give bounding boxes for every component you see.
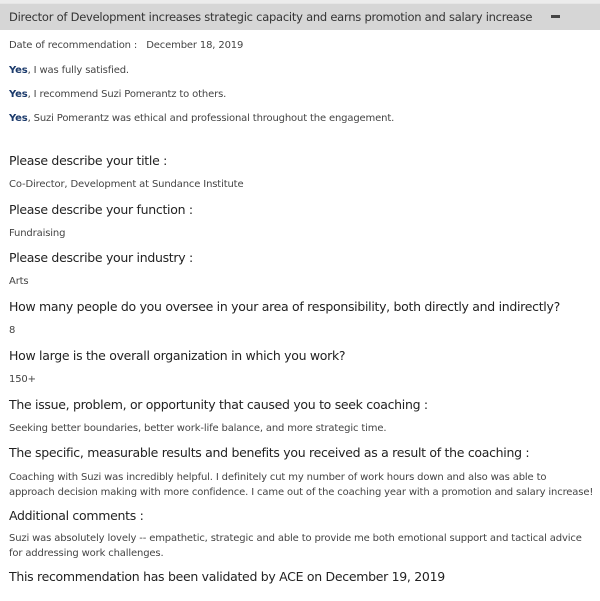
yes-label: Yes bbox=[9, 89, 28, 100]
question-title: Please describe your title : bbox=[9, 153, 168, 168]
answer-results: Coaching with Suzi was incredibly helpful. I definitely cut my number of work hours down and also was able to approach decision making with more confidence. I came out of the coaching year with a promotion and salary increase! bbox=[9, 472, 594, 498]
affirmation-text: , I was fully satisfied. bbox=[27, 65, 129, 76]
question-industry: Please describe your industry : bbox=[9, 250, 193, 265]
affirmation-text: , I recommend Suzi Pomerantz to others. bbox=[27, 89, 227, 100]
panel-title: Director of Development increases strategic capacity and earns promotion and salary increase bbox=[9, 10, 533, 24]
answer-industry: Arts bbox=[9, 276, 29, 287]
answer-issue: Seeking better boundaries, better work-life balance, and more strategic time. bbox=[9, 423, 387, 434]
answer-title: Co-Director, Development at Sundance Institute bbox=[9, 179, 244, 190]
question-additional-comments: Additional comments : bbox=[9, 508, 144, 523]
answer-additional-comments: Suzi was absolutely lovely -- empathetic, strategic and able to provide me both emotional support and tactical advice for addressing work challenges. bbox=[9, 533, 582, 559]
answer-function: Fundraising bbox=[9, 228, 66, 239]
affirmation-satisfied bbox=[9, 65, 129, 76]
recommendation-panel-header[interactable] bbox=[0, 3, 600, 30]
answer-oversee: 8 bbox=[9, 325, 16, 336]
answer-org-size: 150+ bbox=[9, 374, 36, 385]
date-of-recommendation bbox=[9, 40, 243, 51]
affirmation-text: , Suzi Pomerantz was ethical and professional throughout the engagement. bbox=[27, 113, 395, 124]
affirmation-ethical bbox=[9, 113, 394, 124]
date-value: December 18, 2019 bbox=[146, 40, 244, 51]
yes-label: Yes bbox=[9, 65, 28, 76]
minus-icon[interactable] bbox=[551, 15, 560, 18]
question-issue: The issue, problem, or opportunity that caused you to seek coaching : bbox=[9, 397, 428, 412]
question-org-size: How large is the overall organization in which you work? bbox=[9, 348, 346, 363]
validation-statement: This recommendation has been validated by ACE on December 19, 2019 bbox=[9, 569, 445, 584]
affirmation-recommend bbox=[9, 89, 226, 100]
question-oversee: How many people do you oversee in your area of responsibility, both directly and indirectly? bbox=[9, 299, 560, 314]
date-label: Date of recommendation : bbox=[9, 40, 138, 51]
question-function: Please describe your function : bbox=[9, 202, 193, 217]
question-results: The specific, measurable results and benefits you received as a result of the coaching : bbox=[9, 445, 530, 460]
yes-label: Yes bbox=[9, 113, 28, 124]
